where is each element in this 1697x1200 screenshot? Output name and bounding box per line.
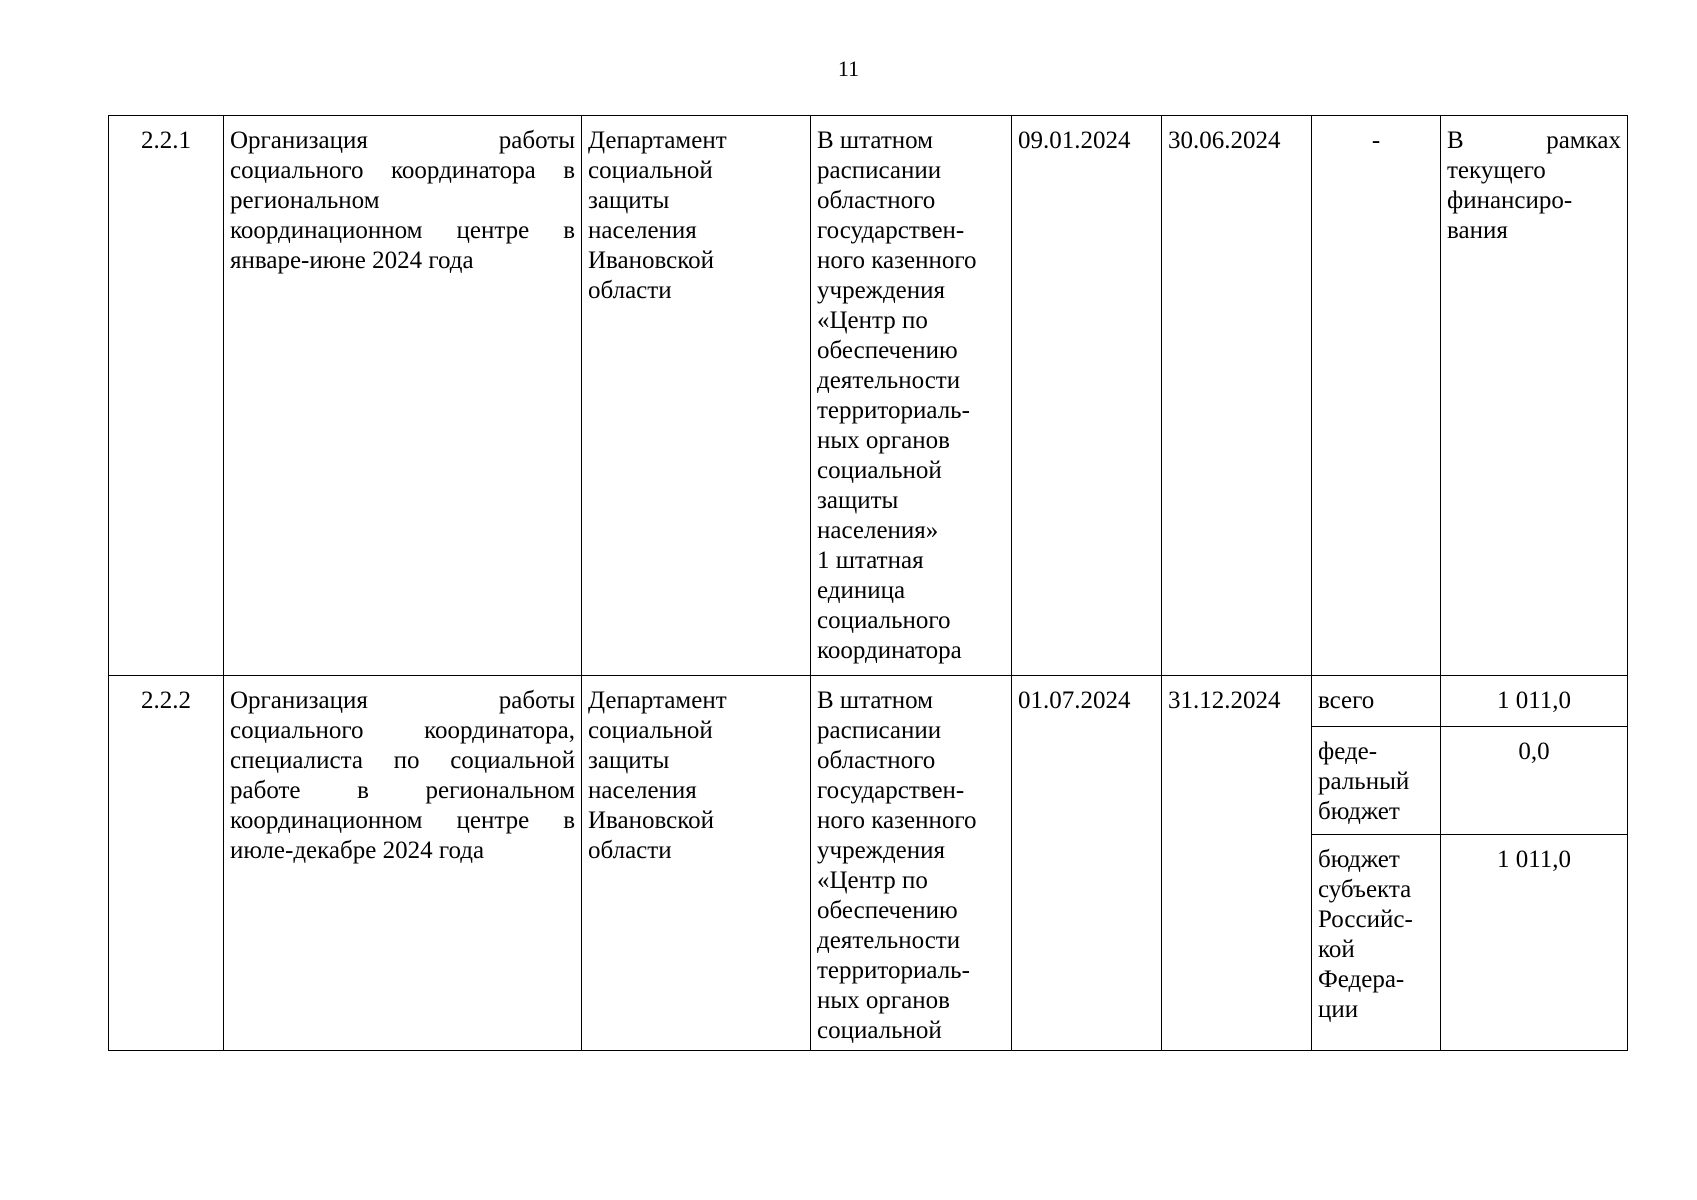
details-line: социальной bbox=[817, 457, 942, 484]
details-line: защиты bbox=[817, 487, 899, 514]
details-line: «Центр по bbox=[817, 867, 928, 894]
source-line: кой bbox=[1318, 935, 1355, 963]
executor-line: области bbox=[588, 837, 672, 864]
amount-line: В рамках bbox=[1447, 127, 1621, 154]
executor-line: Ивановской bbox=[588, 247, 715, 274]
details-line: «Центр по bbox=[817, 307, 928, 334]
row-number: 2.2.1 bbox=[109, 116, 224, 676]
source-line: субъекта bbox=[1318, 875, 1412, 903]
details-line: В штатном bbox=[817, 127, 934, 154]
row-number: 2.2.2 bbox=[109, 676, 224, 1051]
details-line: ных органов bbox=[817, 427, 950, 454]
end-date: 30.06.2024 bbox=[1162, 116, 1312, 676]
financing-amount-cell bbox=[1441, 116, 1628, 676]
source-line: ции bbox=[1318, 995, 1359, 1023]
amount-line: финансиро- bbox=[1447, 187, 1573, 214]
details-line: областного bbox=[817, 747, 936, 774]
financing-amount: 1 011,0 bbox=[1441, 676, 1628, 727]
executor-line: защиты bbox=[588, 747, 670, 774]
page-number: 11 bbox=[837, 56, 860, 81]
details-line: расписании bbox=[817, 717, 942, 744]
end-date: 31.12.2024 bbox=[1162, 676, 1312, 1051]
financing-amount: 1 011,0 bbox=[1441, 834, 1628, 1050]
source-line: всего bbox=[1318, 687, 1375, 714]
source-line: феде- bbox=[1318, 738, 1378, 766]
details-line: ных органов bbox=[817, 987, 950, 1014]
details-line: единица bbox=[817, 577, 906, 604]
details-line: социальной bbox=[817, 1017, 942, 1044]
details-line: областного bbox=[817, 187, 936, 214]
financing-source bbox=[1312, 676, 1441, 727]
amount-line: текущего bbox=[1447, 157, 1546, 184]
source-line: бюджет bbox=[1318, 845, 1400, 873]
details-line: территориаль- bbox=[817, 957, 970, 984]
details-line: деятельности bbox=[817, 367, 961, 394]
executor-line: населения bbox=[588, 217, 697, 244]
details-line: учреждения bbox=[817, 837, 946, 864]
start-date: 09.01.2024 bbox=[1012, 116, 1162, 676]
details-line: В штатном bbox=[817, 687, 934, 714]
start-date: 01.07.2024 bbox=[1012, 676, 1162, 1051]
executor-line: Департамент bbox=[588, 127, 727, 154]
table-row bbox=[109, 116, 1628, 676]
executor-line: защиты bbox=[588, 187, 670, 214]
activities-table bbox=[108, 115, 1628, 1051]
financing-amount: 0,0 bbox=[1441, 727, 1628, 835]
details-line: 1 штатная bbox=[817, 547, 924, 574]
financing-source bbox=[1312, 727, 1441, 835]
details-line: координатора bbox=[817, 637, 962, 664]
details-line: социального bbox=[817, 607, 951, 634]
details-line: территориаль- bbox=[817, 397, 970, 424]
source-line: бюджет bbox=[1318, 798, 1400, 826]
details-line: расписании bbox=[817, 157, 942, 184]
details-line: ного казенного bbox=[817, 807, 977, 834]
details-line: учреждения bbox=[817, 277, 946, 304]
details-line: государствен- bbox=[817, 217, 965, 244]
details-cell bbox=[811, 676, 1012, 1051]
executor-line: социальной bbox=[588, 717, 713, 744]
details-line: ного казенного bbox=[817, 247, 977, 274]
activity-name: Организация работы социального координатора в региональном координационном центре в январе-июне 2024 года bbox=[224, 116, 582, 676]
executor-line: Департамент bbox=[588, 687, 727, 714]
executor-line: Ивановской bbox=[588, 807, 715, 834]
source-line: Федера- bbox=[1318, 965, 1405, 993]
executor-line: социальной bbox=[588, 157, 713, 184]
details-line: обеспечению bbox=[817, 897, 958, 924]
source-line: Российс- bbox=[1318, 905, 1413, 933]
details-line: населения» bbox=[817, 517, 939, 544]
amount-line: вания bbox=[1447, 217, 1508, 244]
executor-cell bbox=[582, 676, 811, 1051]
activity-name: Организация работы социального координатора, специалиста по социальной работе в региональном координационном центре в июле-декабре 2024 года bbox=[224, 676, 582, 1051]
table-row bbox=[109, 676, 1628, 727]
financing-source bbox=[1312, 834, 1441, 1050]
financing-source: - bbox=[1312, 116, 1441, 676]
details-line: государствен- bbox=[817, 777, 965, 804]
details-cell bbox=[811, 116, 1012, 676]
executor-cell bbox=[582, 116, 811, 676]
executor-line: области bbox=[588, 277, 672, 304]
source-line: ральный bbox=[1318, 768, 1410, 796]
executor-line: населения bbox=[588, 777, 697, 804]
details-line: деятельности bbox=[817, 927, 961, 954]
details-line: обеспечению bbox=[817, 337, 958, 364]
